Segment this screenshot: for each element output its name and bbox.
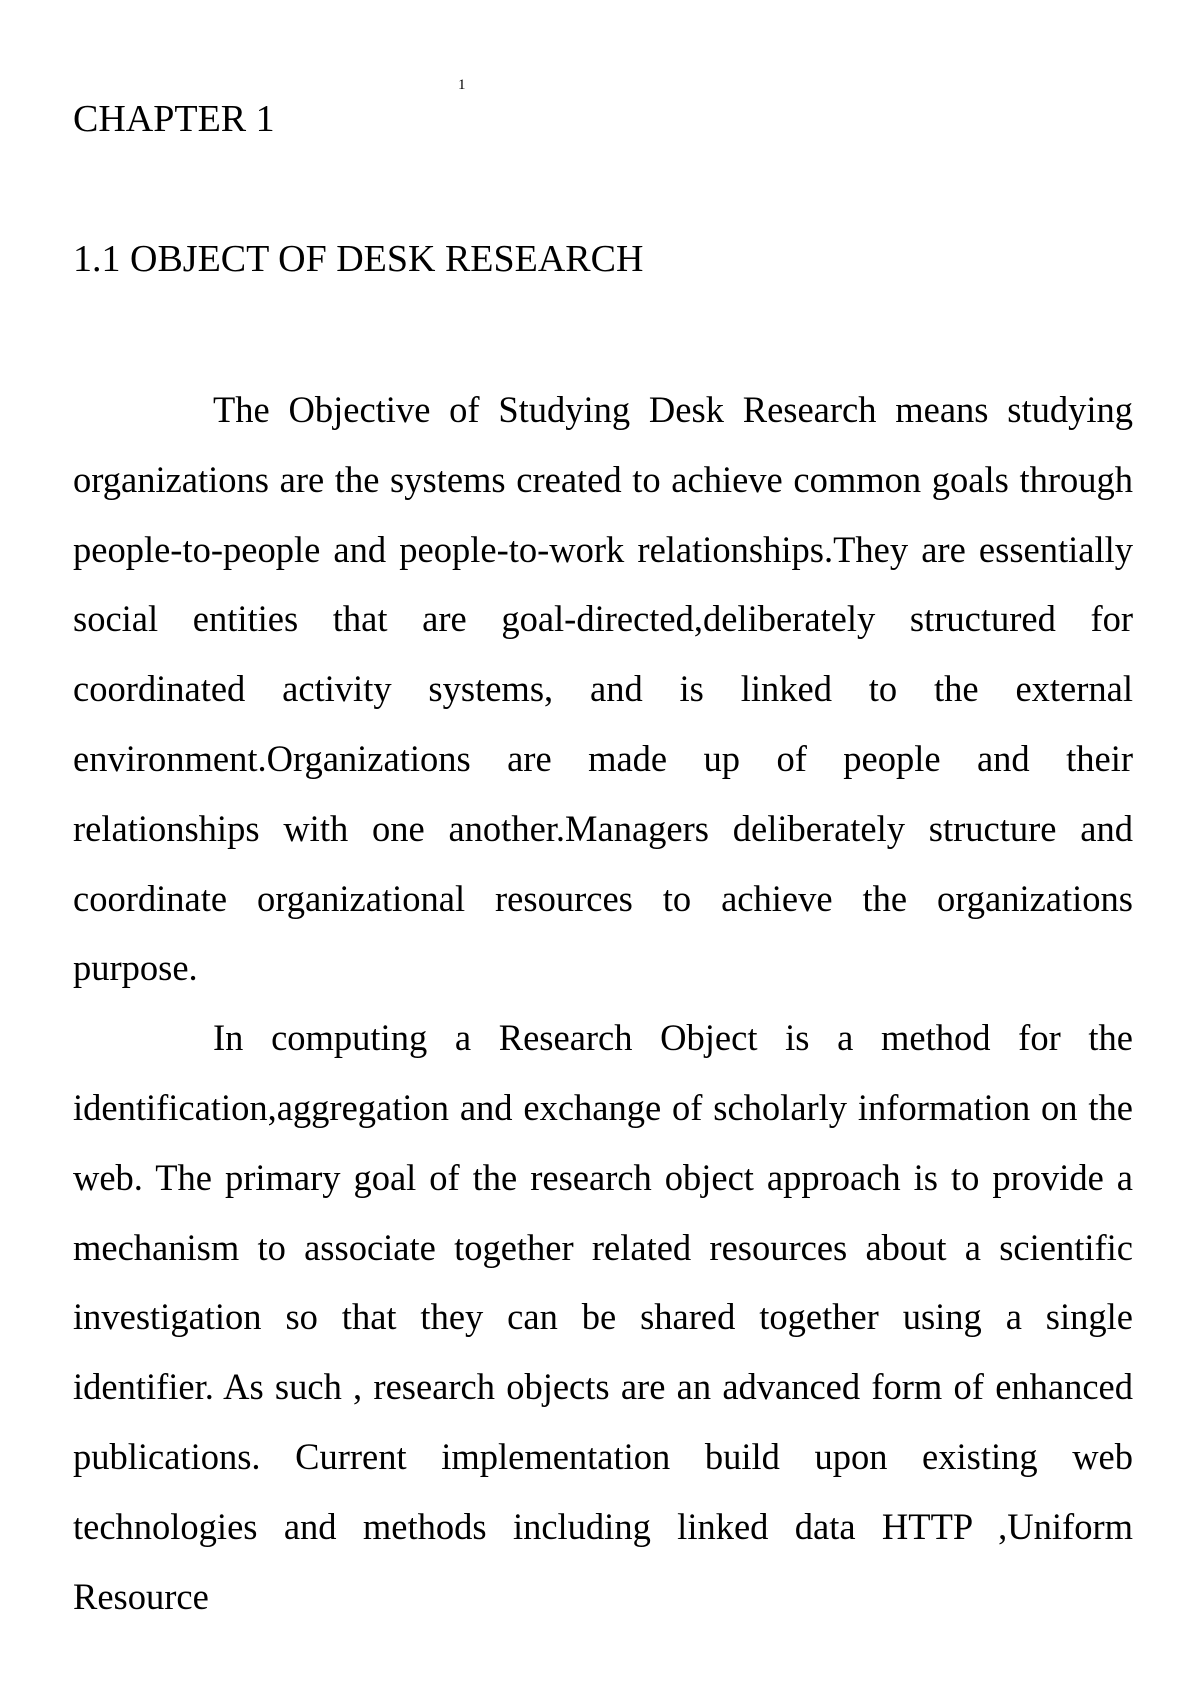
paragraph-research-object: In computing a Research Object is a method for the identification,aggregation and exchange of scholarly information on the web. The primary goal of the research object approach is to provide a mechanism to associate together related resources about a scientific investigation so that they can be shared together using a single identifier. As such , research objects are an advanced form of enhanced publications. Current implementation build upon existing web technologies and methods including linked data HTTP ,Uniform Resource [73, 1017, 1133, 1617]
chapter-title: CHAPTER 1 [73, 98, 275, 140]
section-heading: 1.1 OBJECT OF DESK RESEARCH [73, 238, 644, 280]
page-number: 1 [458, 77, 466, 93]
body-text [73, 375, 1133, 1631]
paragraph-objective: The Objective of Studying Desk Research means studying organizations are the systems created to achieve common goals through people-to-people and people-to-work relationships.They are essentially social entities that are goal-directed,deliberately structured for coordinated activity systems, and is linked to the external environment.Organizations are made up of people and their relationships with one another.Managers deliberately structure and coordinate organizational resources to achieve the organizations purpose. [73, 389, 1133, 989]
